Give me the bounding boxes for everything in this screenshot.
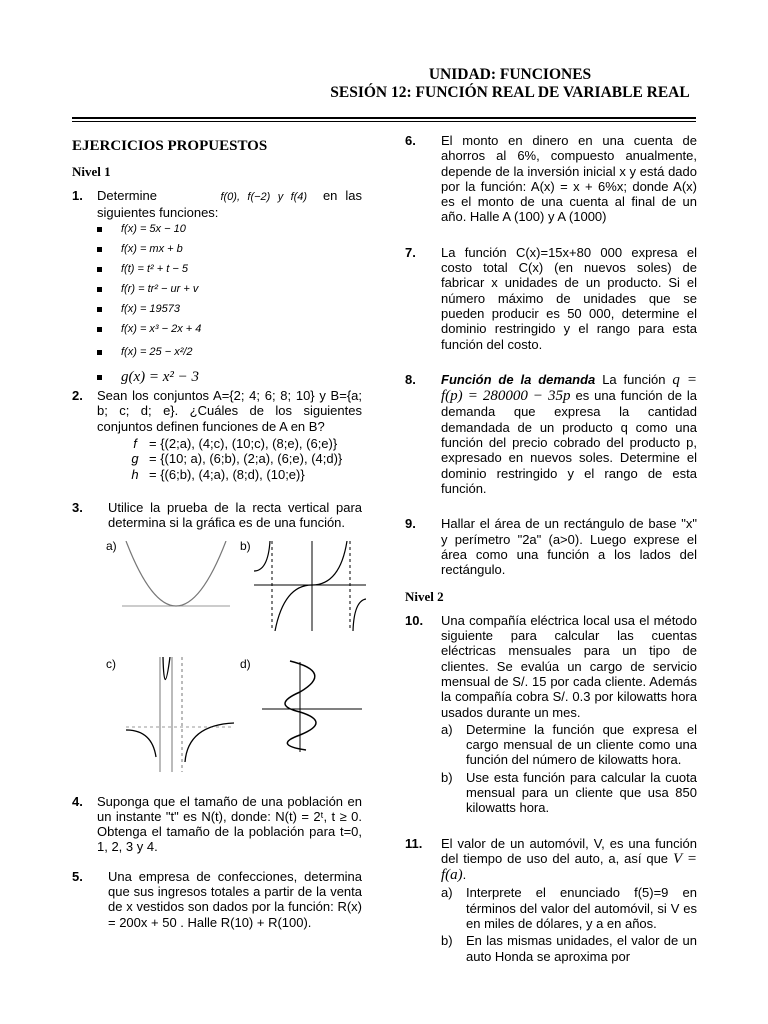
exercise-1-text-a: Determine xyxy=(97,187,157,203)
exercise-10-part-a xyxy=(441,722,697,768)
set-value: = {(10; a), (6;b), (2;a), (6;e), (4;d)} xyxy=(149,451,343,467)
part-text: Interprete el enunciado f(5)=9 en términos del valor del automóvil, si V es en miles de dólares, y a en años. xyxy=(466,885,697,932)
exercise-number: 8. xyxy=(405,371,416,387)
exercise-number: 11. xyxy=(405,835,423,851)
graph-c-rational xyxy=(126,657,234,772)
exercise-10 xyxy=(405,613,697,816)
set-name: g xyxy=(131,451,139,467)
exercise-2-text: Sean los conjuntos A={2; 4; 6; 8; 10} y B={a; b; c; d; e}. ¿Cuáles de los siguientes conjuntos definen funciones de A en B? xyxy=(97,388,362,434)
level-1-label: Nivel 1 xyxy=(72,164,111,180)
exercise-8-text-a: La función xyxy=(602,371,666,387)
set-value: = {(2;a), (4;c), (10;c), (8;e), (6;e)} xyxy=(149,436,338,452)
set-list xyxy=(121,436,362,482)
exercise-number: 2. xyxy=(72,388,83,404)
exercise-1-text-c: en las siguientes funciones: xyxy=(97,187,362,220)
set-name: f xyxy=(133,436,137,452)
graph-b-tangent xyxy=(254,541,366,631)
unit-title: UNIDAD: FUNCIONES xyxy=(428,66,592,83)
exercise-number: 10. xyxy=(405,612,424,628)
exercise-8-title: Función de la demanda xyxy=(441,371,596,387)
set-name: h xyxy=(131,466,139,482)
demand-formula: q = f(p) = 280000 − 35p xyxy=(441,371,697,405)
exercise-4-text: Suponga que el tamaño de una población en un instante "t" es N(t), donde: N(t) = 2ᵗ, t ≥ 0. Obtenga el tamaño de la población para t=0, 1, 2, 3 y 4. xyxy=(97,793,362,855)
value-formula: V = f(a) xyxy=(441,850,697,884)
exercise-8 xyxy=(405,372,697,496)
graph-a-parabola xyxy=(122,541,230,631)
exercise-6 xyxy=(405,133,697,225)
exercise-1 xyxy=(72,188,362,385)
exercise-6-text: El monto en dinero en una cuenta de ahorros al 6%, compuesto anualmente, depende de la inversión inicial x y está dado por la función: A(x) = x + 6%x; donde A(x) es el monto de una cuenta al final de un año. Halle A (100) y A (1000) xyxy=(441,133,697,225)
list-item: g(x) = x² − 3 xyxy=(97,371,362,384)
list-item: f(x) = 25 − x²/2 xyxy=(97,346,362,359)
graph-label-d: d) xyxy=(240,656,251,671)
graph-d-sideways-wave xyxy=(262,657,362,752)
page-header xyxy=(300,66,720,102)
exercise-11-text-a: El valor de un automóvil, V, es una función del tiempo de uso del auto, a, así que xyxy=(441,835,697,866)
set-g xyxy=(121,451,362,466)
part-label: a) xyxy=(441,721,453,737)
exercise-7-text: La función C(x)=15x+80 000 expresa el costo total C(x) (en nuevos soles) de fabricar x unidades de un producto. Si el número máximo de unidades que se pueden producir es 50 000, determine el dominio restringido y el rango para esta función del costo. xyxy=(441,244,697,352)
exercise-10-text: Una compañía eléctrica local usa el método siguiente para calcular las cuentas eléctricas mensuales para un tipo de clientes. Se evalúa un cargo de servicio mensual de S/. 15 por cada cliente. Además la compañía cobra S/. 0.3 por kilowatts hora usados durante un mes. xyxy=(441,612,697,720)
exercise-2 xyxy=(72,388,362,482)
exercise-7 xyxy=(405,245,697,352)
graph-panel xyxy=(72,539,362,794)
exercise-number: 5. xyxy=(72,868,83,884)
graph-label-c: c) xyxy=(106,656,116,671)
part-text: Determine la función que expresa el cargo mensual de un cliente como una función del número de kilowatts hora. xyxy=(466,721,697,768)
session-title: SESIÓN 12: FUNCIÓN REAL DE VARIABLE REAL xyxy=(330,84,690,101)
list-item: f(x) = 5x − 10 xyxy=(97,223,362,236)
exercise-3-text: Utilice la prueba de la recta vertical para determina si la gráfica es de una función. xyxy=(108,499,362,531)
exercise-5 xyxy=(72,869,362,930)
exercise-number: 9. xyxy=(405,516,416,532)
section-title: EJERCICIOS PROPUESTOS xyxy=(72,138,268,154)
exercise-number: 3. xyxy=(72,499,83,515)
exercise-number: 4. xyxy=(72,793,83,809)
function-list xyxy=(97,223,362,384)
exercise-number: 6. xyxy=(405,133,416,148)
list-item: f(r) = tr² − ur + v xyxy=(97,283,362,296)
part-text: En las mismas unidades, el valor de un auto Honda se aproxima por xyxy=(466,933,697,964)
exercise-number: 7. xyxy=(405,244,416,260)
part-label: b) xyxy=(441,769,453,785)
set-h xyxy=(121,467,362,482)
right-column xyxy=(405,133,697,964)
header-rule xyxy=(72,117,696,119)
level-2-label: Nivel 2 xyxy=(405,589,444,605)
list-item: f(x) = x³ − 2x + 4 xyxy=(97,323,362,336)
list-item: f(x) = 19573 xyxy=(97,303,362,316)
graph-label-a: a) xyxy=(106,538,117,553)
exercise-5-text: Una empresa de confecciones, determina que sus ingresos totales a partir de la venta de x vestidos son dados por la función: R(x) = 200x + 50 . Halle R(10) + R(100). xyxy=(108,868,362,930)
part-text: Use esta función para calcular la cuota mensual para un cliente que usa 850 kilowatts hora. xyxy=(466,769,697,816)
exercise-3 xyxy=(72,500,362,531)
exercise-11: 11. El valor de un automóvil, V, es una función del tiempo de uso del auto, a, así que V = f(a). a) Interprete el enunciado f(5)=9 en términos del valor del automóvil, si V es en miles de dólares, y a en años. b) En las mismas unidades, el valor de un auto Honda se aproxima por xyxy=(405,835,697,964)
exercise-11-part-a xyxy=(441,885,697,931)
exercise-10-part-b xyxy=(441,770,697,816)
exercise-9-text: Hallar el área de un rectángulo de base "x" y perímetro "2a" (a>0). Luego exprese el área como una función a los lados del rectángulo. xyxy=(441,516,697,578)
graph-label-b: b) xyxy=(240,538,251,553)
exercise-1-values: f(0), f(−2) y f(4) xyxy=(220,190,308,203)
exercise-9 xyxy=(405,516,697,577)
left-column xyxy=(72,133,362,930)
exercise-11-part-b xyxy=(441,933,697,964)
list-item: f(x) = mx + b xyxy=(97,243,362,256)
set-f xyxy=(121,436,362,451)
exercise-number: 1. xyxy=(72,187,83,203)
header-rule-thin xyxy=(72,121,696,122)
part-label: a) xyxy=(441,885,453,901)
exercise-8-text-b: es una función de la demanda que expresa la cantidad demandada de un producto q como una función del precio cobrado del producto p, expresado en nuevos soles. Determine el dominio restringido y el rango de esta función. xyxy=(441,388,697,496)
part-label: b) xyxy=(441,933,453,949)
set-value: = {(6;b), (4;a), (8;d), (10;e)} xyxy=(149,466,305,482)
list-item: f(t) = t² + t − 5 xyxy=(97,263,362,276)
exercise-4 xyxy=(72,794,362,855)
